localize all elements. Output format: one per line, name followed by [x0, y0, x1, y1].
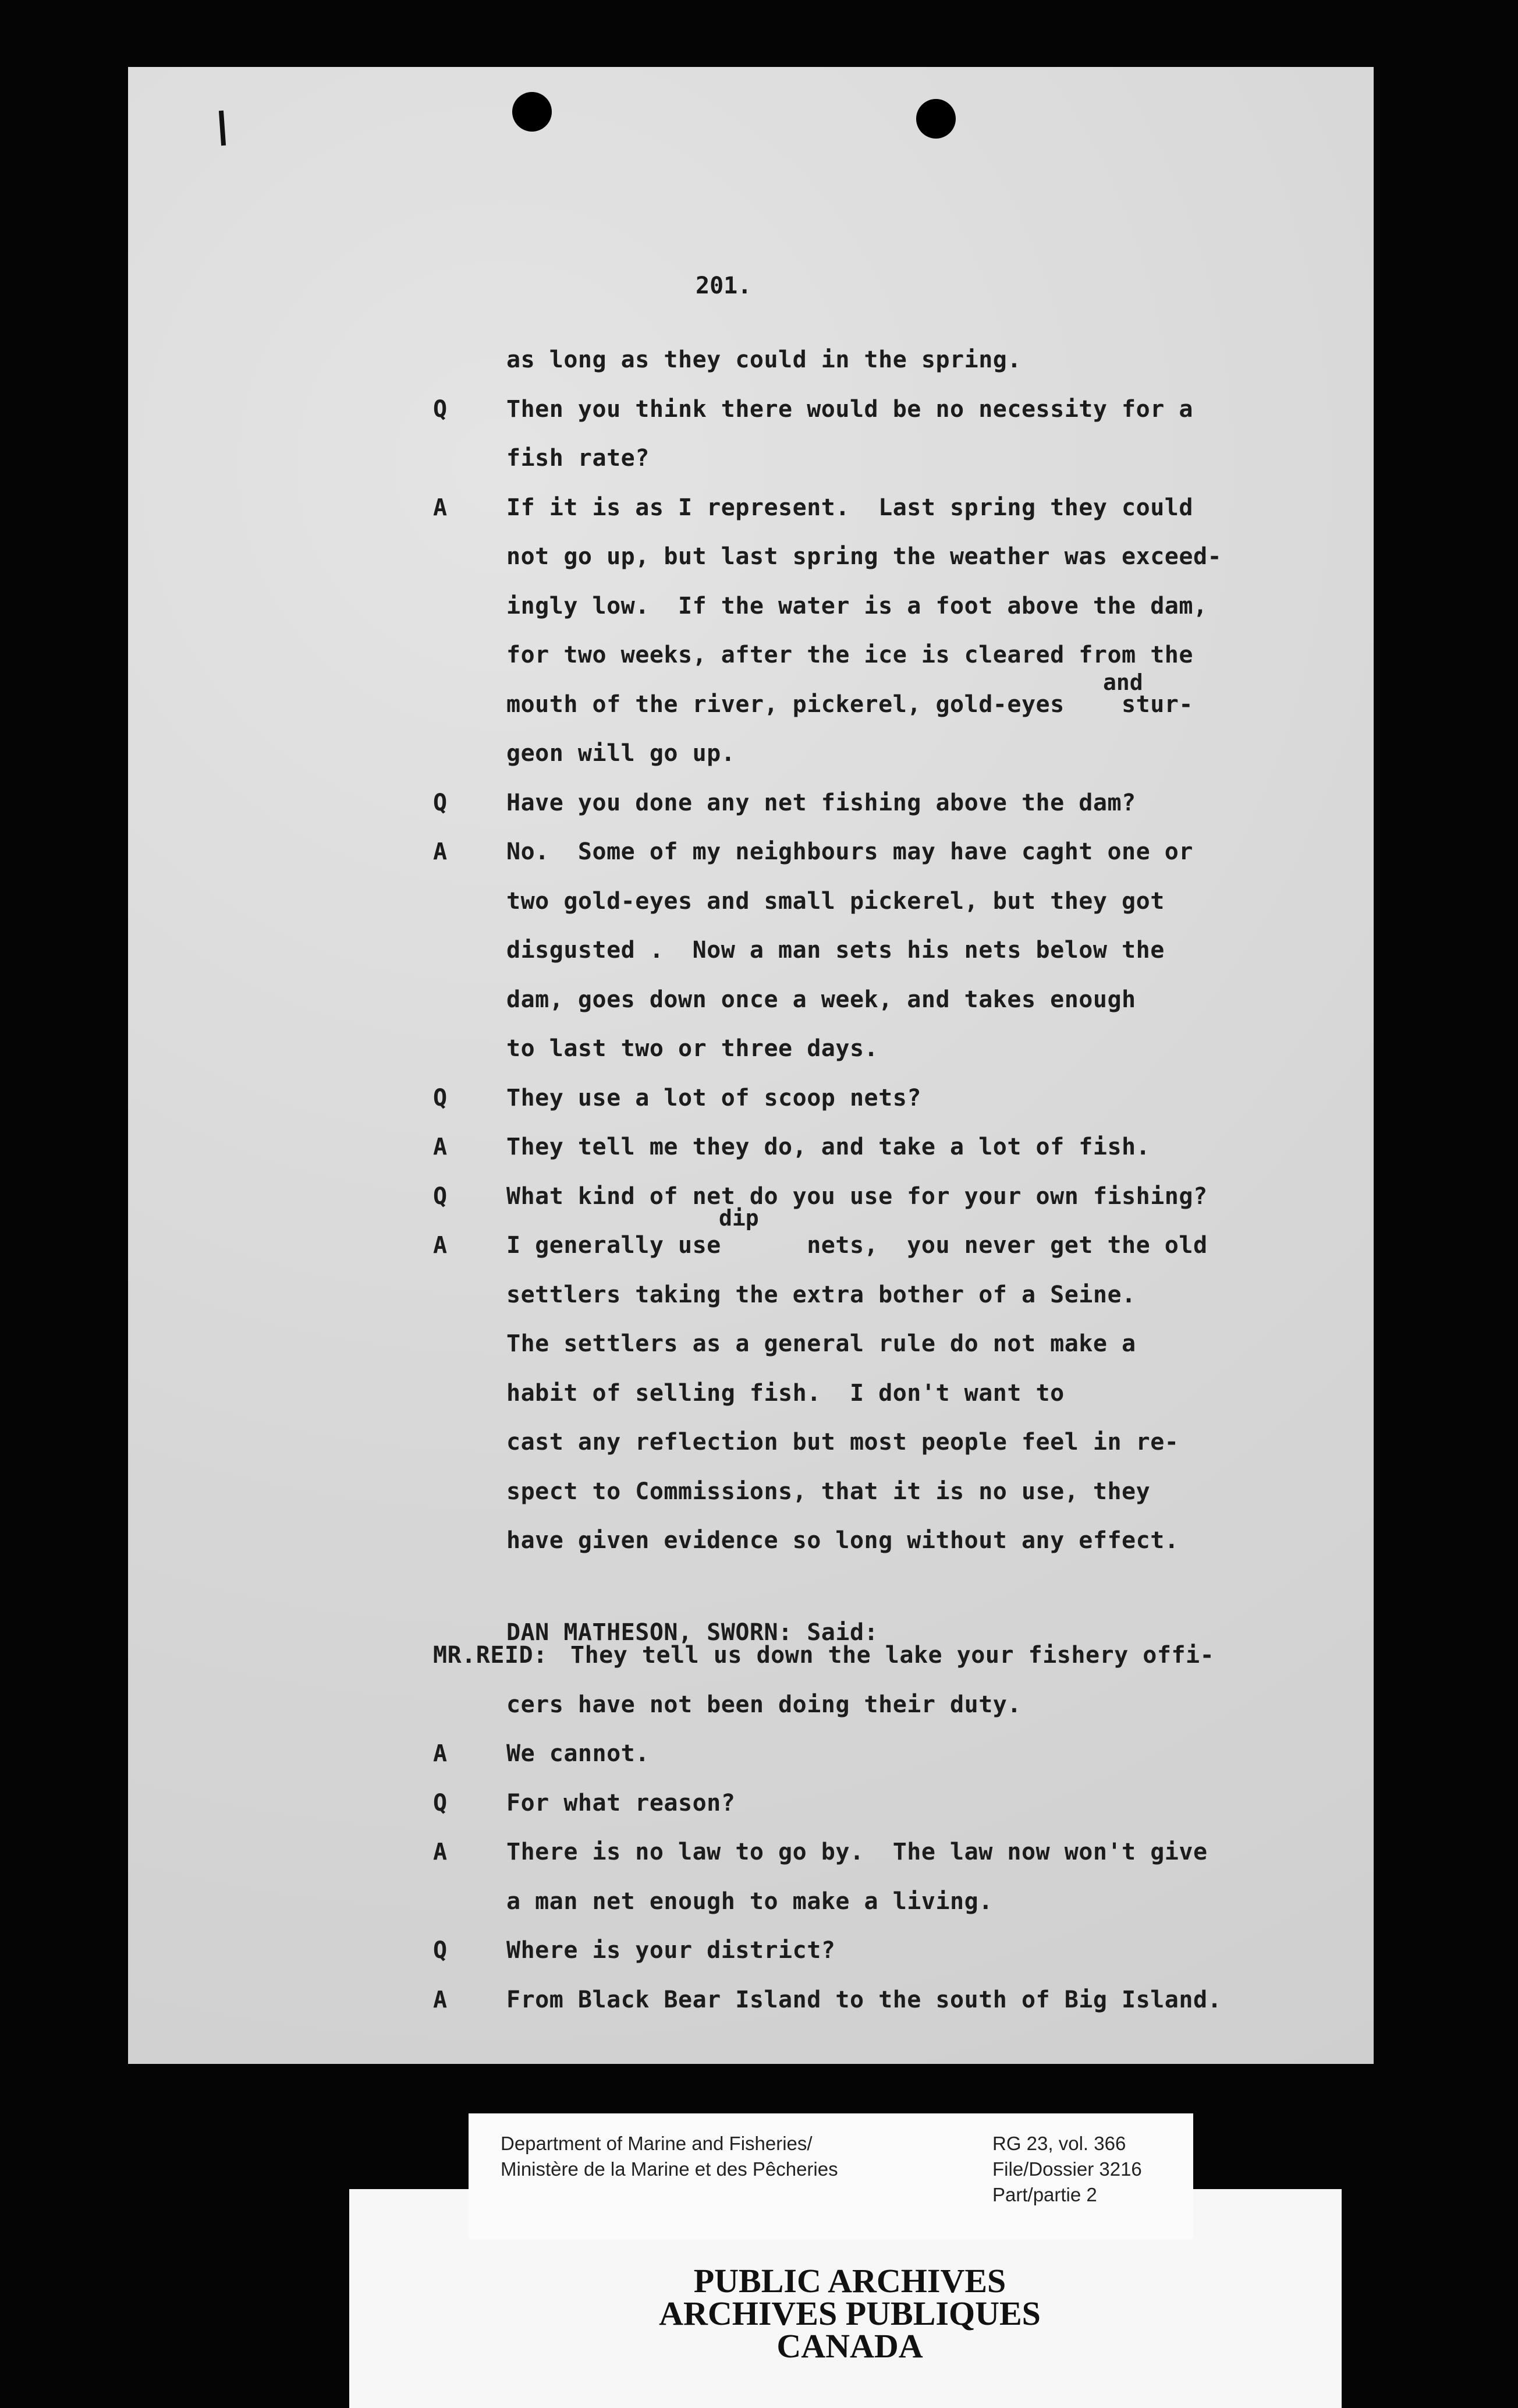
- line-text: cers have not been doing their duty.: [506, 1691, 1022, 1718]
- line-text: two gold-eyes and small pickerel, but they got: [506, 887, 1165, 915]
- transcript-line: [0, 789, 1518, 824]
- transcript-line: [0, 1839, 1518, 1874]
- transcript-line: [0, 1888, 1518, 1923]
- line-text: If it is as I represent. Last spring they could: [506, 494, 1193, 521]
- answer-label: A: [433, 1839, 448, 1865]
- part-number: Part/partie 2: [992, 2184, 1097, 2205]
- line-text: What kind of net do you use for your own fishing?: [506, 1182, 1208, 1210]
- transcript-line: [0, 937, 1518, 972]
- answer-label: A: [433, 1232, 448, 1259]
- transcript-line: [0, 445, 1518, 480]
- transcript-line: [0, 1527, 1518, 1562]
- transcript-line: [0, 838, 1518, 873]
- transcript-line: [0, 1380, 1518, 1415]
- transcript-line: [0, 1642, 1518, 1677]
- line-text: Have you done any net fishing above the dam?: [506, 789, 1136, 816]
- transcript-line: [0, 1330, 1518, 1365]
- line-text: settlers taking the extra bother of a Seine.: [506, 1281, 1136, 1308]
- line-text: not go up, but last spring the weather was exceed-: [506, 543, 1222, 570]
- line-text: mouth of the river, pickerel, gold-eyes stur-: [506, 690, 1193, 718]
- interlinear-insertion: and: [1103, 670, 1143, 695]
- transcript-line: [0, 593, 1518, 628]
- department-en: Department of Marine and Fisheries/: [501, 2133, 813, 2154]
- question-label: Q: [433, 395, 448, 423]
- transcript-line: [0, 691, 1518, 726]
- transcript-line: [0, 888, 1518, 923]
- punch-hole: [916, 99, 956, 139]
- line-text: geon will go up.: [506, 740, 736, 767]
- transcript-line: [0, 1035, 1518, 1070]
- transcript-line: [0, 642, 1518, 677]
- transcript-line: [0, 1085, 1518, 1120]
- line-text: No. Some of my neighbours may have caght one or: [506, 838, 1193, 865]
- transcript-line: [0, 1134, 1518, 1168]
- question-label: Q: [433, 1789, 448, 1816]
- answer-label: A: [433, 494, 448, 521]
- stamp-line: PUBLIC ARCHIVES: [693, 2262, 1006, 2300]
- transcript-line: [0, 1183, 1518, 1218]
- line-text: ingly low. If the water is a foot above the dam,: [506, 592, 1208, 619]
- question-label: Q: [433, 1084, 448, 1111]
- line-text: disgusted . Now a man sets his nets below the: [506, 937, 1165, 964]
- line-text: Where is your district?: [506, 1937, 836, 1964]
- line-text: to last two or three days.: [506, 1035, 879, 1062]
- line-text: cast any reflection but most people feel in re-: [506, 1429, 1179, 1456]
- line-text: a man net enough to make a living.: [506, 1888, 993, 1915]
- line-text: They tell us down the lake your fishery offi-: [570, 1642, 1215, 1669]
- answer-label: A: [433, 1134, 448, 1160]
- line-text: for two weeks, after the ice is cleared from the: [506, 642, 1193, 668]
- transcript-line: [0, 986, 1518, 1021]
- line-text: Then you think there would be no necessity for a: [506, 395, 1193, 423]
- question-label: Q: [433, 789, 448, 816]
- stamp-line: CANADA: [776, 2327, 923, 2365]
- line-text: as long as they could in the spring.: [506, 346, 1022, 373]
- line-text: fish rate?: [506, 445, 650, 472]
- punch-hole: [512, 92, 552, 132]
- transcript-line: [0, 740, 1518, 775]
- line-text: For what reason?: [506, 1789, 736, 1816]
- line-text: We cannot.: [506, 1740, 650, 1767]
- question-label: Q: [433, 1937, 448, 1964]
- line-text: They use a lot of scoop nets?: [506, 1084, 921, 1111]
- transcript-line: [0, 543, 1518, 578]
- line-text: They tell me they do, and take a lot of fish.: [506, 1134, 1151, 1160]
- transcript-line: [0, 1281, 1518, 1316]
- transcript-line: [0, 1232, 1518, 1267]
- line-text: habit of selling fish. I don't want to: [506, 1379, 1065, 1407]
- question-label: Q: [433, 1182, 448, 1210]
- line-text: From Black Bear Island to the south of Big Island.: [506, 1986, 1222, 2013]
- interlinear-insertion: dip: [719, 1205, 759, 1231]
- archive-reference-label: [469, 2113, 1193, 2239]
- transcript-line: [0, 1937, 1518, 1972]
- transcript-line: [0, 494, 1518, 529]
- line-text: have given evidence so long without any effect.: [506, 1527, 1179, 1554]
- transcript-line: [0, 1429, 1518, 1464]
- transcript-line: [0, 1740, 1518, 1775]
- line-text: I generally use nets, you never get the old: [506, 1232, 1208, 1259]
- answer-label: A: [433, 1986, 448, 2013]
- transcript-line: [0, 396, 1518, 431]
- file-number: File/Dossier 3216: [992, 2158, 1142, 2180]
- witness-heading: DAN MATHESON, SWORN: Said:: [506, 1619, 879, 1646]
- answer-label: A: [433, 838, 448, 865]
- archives-stamp: [611, 2262, 1088, 2365]
- record-group: RG 23, vol. 366: [992, 2133, 1126, 2154]
- transcript-line: [0, 1691, 1518, 1726]
- transcript-line: [0, 1478, 1518, 1513]
- department-fr: Ministère de la Marine et des Pêcheries: [501, 2158, 838, 2180]
- transcript-line: [0, 1790, 1518, 1825]
- speaker-label: MR.REID:: [433, 1642, 548, 1669]
- line-text: dam, goes down once a week, and takes enough: [506, 986, 1136, 1013]
- page-number: 201.: [696, 272, 752, 299]
- line-text: spect to Commissions, that it is no use, they: [506, 1478, 1151, 1505]
- stamp-line: ARCHIVES PUBLIQUES: [659, 2294, 1041, 2332]
- line-text: There is no law to go by. The law now won't give: [506, 1839, 1208, 1865]
- line-text: The settlers as a general rule do not make a: [506, 1330, 1136, 1357]
- transcript-line: [0, 1986, 1518, 2021]
- answer-label: A: [433, 1740, 448, 1767]
- transcript-line: [0, 346, 1518, 381]
